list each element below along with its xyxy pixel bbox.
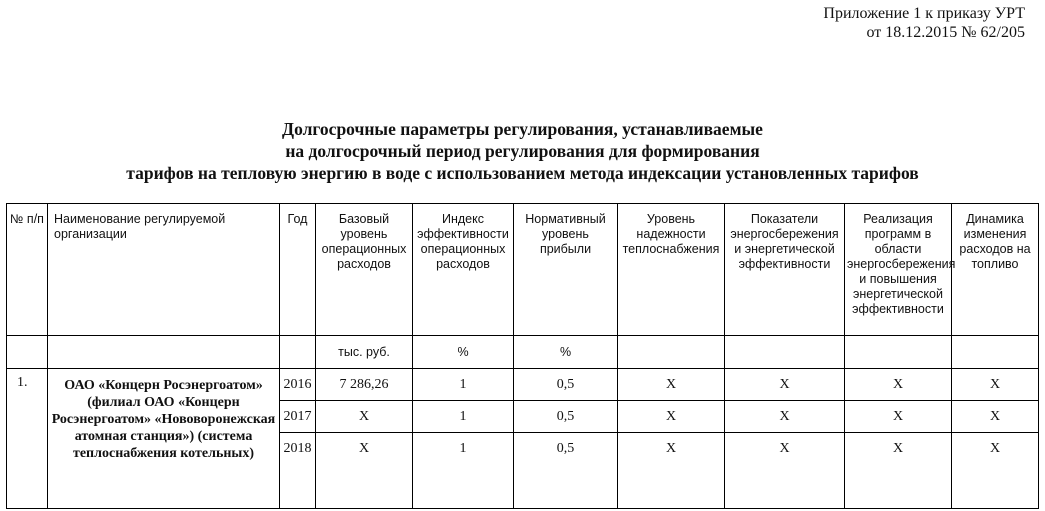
cell-energy-saving: X (725, 369, 845, 401)
title-line-1: Долгосрочные параметры регулирования, устанавливаемые (282, 119, 763, 139)
cell-reliability: X (618, 433, 725, 509)
cell-energy-saving: X (725, 433, 845, 509)
cell-year: 2018 (280, 433, 316, 509)
parameters-table (6, 203, 1039, 509)
cell-profit: 0,5 (514, 369, 618, 401)
col-header-programs: Реализация программ в области энергосбережения и повышения энергетической эффективности (845, 204, 952, 336)
cell-fuel: X (952, 401, 1039, 433)
unit-index: % (413, 336, 514, 369)
col-header-profit: Нормативный уровень прибыли (514, 204, 618, 336)
unit-profit: % (514, 336, 618, 369)
col-header-reliability: Уровень надежности теплоснабжения (618, 204, 725, 336)
col-header-org: Наименование регулируемой организации (48, 204, 280, 336)
col-header-num: № п/п (7, 204, 48, 336)
col-header-base: Базовый уровень операционных расходов (316, 204, 413, 336)
cell-year: 2017 (280, 401, 316, 433)
unit-base: тыс. руб. (316, 336, 413, 369)
cell-base: X (316, 401, 413, 433)
units-row (7, 336, 1039, 369)
cell-profit: 0,5 (514, 433, 618, 509)
cell-index: 1 (413, 401, 514, 433)
cell-programs: X (845, 369, 952, 401)
cell-base: X (316, 433, 413, 509)
appendix-line-1: Приложение 1 к приказу УРТ (823, 5, 1025, 22)
cell-profit: 0,5 (514, 401, 618, 433)
cell-index: 1 (413, 433, 514, 509)
table-row (7, 369, 1039, 401)
title-line-2: на долгосрочный период регулирования для формирования (285, 141, 760, 161)
cell-fuel: X (952, 433, 1039, 509)
cell-programs: X (845, 433, 952, 509)
organization-name: ОАО «Концерн Росэнергоатом» (филиал ОАО «Концерн Росэнергоатом» «Нововоронежская атомная станция») (система теплоснабжения котельных) (48, 369, 280, 509)
cell-index: 1 (413, 369, 514, 401)
cell-reliability: X (618, 369, 725, 401)
appendix-note (823, 4, 1025, 42)
cell-energy-saving: X (725, 401, 845, 433)
cell-base: 7 286,26 (316, 369, 413, 401)
row-number: 1. (7, 369, 48, 509)
col-header-index: Индекс эффективности операционных расходов (413, 204, 514, 336)
col-header-fuel: Динамика изменения расходов на топливо (952, 204, 1039, 336)
title-line-3: тарифов на тепловую энергию в воде с использованием метода индексации установленных тарифов (126, 163, 919, 183)
cell-reliability: X (618, 401, 725, 433)
cell-year: 2016 (280, 369, 316, 401)
cell-programs: X (845, 401, 952, 433)
header-row (7, 204, 1039, 336)
col-header-year: Год (280, 204, 316, 336)
cell-fuel: X (952, 369, 1039, 401)
col-header-energy-saving: Показатели энергосбережения и энергетической эффективности (725, 204, 845, 336)
appendix-line-2: от 18.12.2015 № 62/205 (866, 24, 1025, 41)
document-title (0, 118, 1045, 184)
